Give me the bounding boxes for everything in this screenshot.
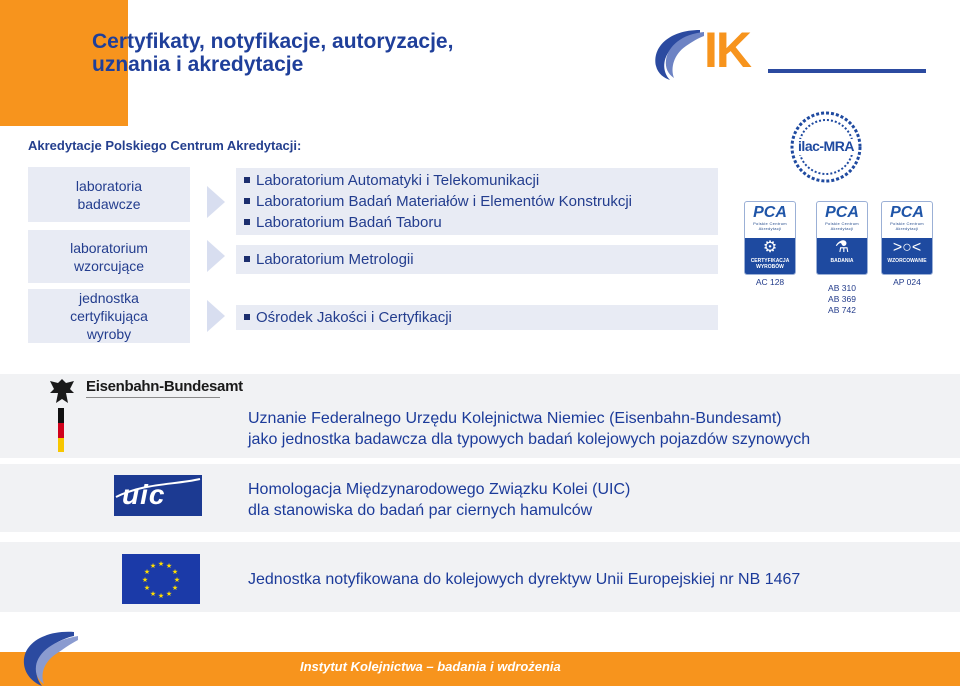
lab-name: Ośrodek Jakości i Certyfikacji bbox=[256, 309, 452, 326]
eu-stars-icon bbox=[122, 554, 200, 604]
uic-logo bbox=[114, 475, 202, 516]
eba-logo-text: Eisenbahn-Bundesamt bbox=[86, 378, 243, 395]
test-code: AB 310 bbox=[828, 283, 856, 293]
arrow-right-icon bbox=[207, 240, 225, 272]
svg-text:★: ★ bbox=[143, 584, 151, 592]
bullet-icon bbox=[244, 256, 250, 262]
category-label: wzorcujące bbox=[73, 257, 145, 274]
lab-name: Laboratorium Automatyki i Telekomunikacji bbox=[256, 172, 540, 189]
category-calibration-lab bbox=[28, 230, 190, 283]
svg-text:★: ★ bbox=[149, 562, 157, 570]
list-item bbox=[244, 212, 718, 233]
category-label: laboratoria bbox=[75, 177, 143, 194]
pca-small-text: Akredytacji bbox=[830, 226, 854, 231]
pca-certification-badge bbox=[744, 201, 796, 275]
uic-logo-text: uic bbox=[122, 479, 166, 510]
list-item bbox=[244, 191, 718, 212]
pca-caption: CERTYFIKACJA bbox=[750, 258, 790, 264]
lab-name: Laboratorium Badań Taboru bbox=[256, 214, 442, 231]
pca-small-text: Polskie Centrum bbox=[753, 221, 787, 226]
lab-name: Laboratorium Metrologii bbox=[256, 251, 414, 268]
list-item bbox=[244, 307, 718, 328]
eba-line-2: jako jednostka badawcza dla typowych badań kolejowych pojazdów szynowych bbox=[248, 431, 811, 448]
pca-calibration-badge bbox=[881, 201, 933, 275]
calib-code: AP 024 bbox=[893, 277, 921, 287]
ik-swoosh-icon bbox=[14, 624, 94, 686]
category-testing-labs bbox=[28, 167, 190, 222]
bullet-icon bbox=[244, 198, 250, 204]
svg-text:★: ★ bbox=[157, 560, 165, 568]
accreditation-heading: Akredytacje Polskiego Centrum Akredytacji: bbox=[28, 138, 302, 153]
eagle-icon bbox=[48, 377, 76, 407]
arrow-right-icon bbox=[207, 300, 225, 332]
eu-flag bbox=[122, 554, 200, 604]
title-line-1: Certyfikaty, notyfikacje, autoryzacje, bbox=[92, 30, 454, 53]
category-label: laboratorium bbox=[70, 239, 148, 256]
gears-icon: ⚙ bbox=[762, 239, 778, 256]
pca-small-text: Polskie Centrum bbox=[825, 221, 859, 226]
pca-logo: PCA bbox=[890, 204, 924, 221]
cert-code: AC 128 bbox=[755, 277, 785, 287]
list-item bbox=[244, 249, 718, 270]
lab-name: Laboratorium Badań Materiałów i Elementów Konstrukcji bbox=[256, 193, 633, 210]
footer-swoosh-logo bbox=[14, 624, 94, 686]
category-label: badawcze bbox=[77, 195, 141, 212]
footer-text: Instytut Kolejnictwa – badania i wdrożenia bbox=[300, 659, 561, 674]
pca-caption: WYROBÓW bbox=[756, 264, 784, 270]
pca-caption: WZORCOWANIE bbox=[887, 258, 927, 264]
pca-caption: BADANIA bbox=[830, 258, 854, 264]
eba-text bbox=[248, 408, 810, 450]
pca-small-text: Polskie Centrum bbox=[890, 221, 924, 226]
pca-logo: PCA bbox=[825, 204, 859, 221]
svg-text:★: ★ bbox=[165, 562, 173, 570]
ik-logo-text: IK bbox=[704, 22, 750, 78]
category-product-certification bbox=[28, 289, 190, 343]
bullet-icon bbox=[244, 314, 250, 320]
svg-text:★: ★ bbox=[149, 590, 157, 598]
eu-text: Jednostka notyfikowana do kolejowych dyrektyw Unii Europejskiej nr NB 1467 bbox=[248, 571, 801, 588]
uic-line-2: dla stanowiska do badań par ciernych hamulców bbox=[248, 502, 593, 519]
footer-bar bbox=[0, 652, 960, 686]
bullet-icon bbox=[244, 177, 250, 183]
svg-text:★: ★ bbox=[171, 568, 179, 576]
svg-text:★: ★ bbox=[157, 592, 165, 600]
eba-logo-rule bbox=[86, 397, 220, 398]
ik-logo bbox=[648, 22, 928, 82]
test-code: AB 742 bbox=[828, 305, 856, 315]
ilac-mra-badge bbox=[786, 109, 866, 185]
list-item bbox=[244, 170, 718, 191]
svg-text:★: ★ bbox=[143, 568, 151, 576]
german-flag-stripe bbox=[58, 408, 64, 452]
category-label: wyroby bbox=[86, 326, 132, 342]
eba-line-1: Uznanie Federalnego Urzędu Kolejnictwa Niemiec (Eisenbahn-Bundesamt) bbox=[248, 410, 782, 427]
certification-body-item bbox=[236, 305, 718, 330]
pca-small-text: Akredytacji bbox=[895, 226, 919, 231]
pca-logo: PCA bbox=[753, 204, 787, 221]
ik-swoosh-icon bbox=[648, 22, 928, 82]
test-codes bbox=[812, 283, 872, 316]
page-title bbox=[92, 30, 532, 76]
bullet-icon bbox=[244, 219, 250, 225]
uic-swoosh-icon bbox=[114, 475, 202, 516]
title-line-2: uznania i akredytacje bbox=[92, 53, 304, 76]
svg-text:★: ★ bbox=[141, 576, 149, 584]
category-label: jednostka bbox=[79, 290, 139, 306]
calibration-icon: >○< bbox=[892, 239, 922, 256]
svg-text:★: ★ bbox=[171, 584, 179, 592]
test-code: AB 369 bbox=[828, 294, 856, 304]
calibration-lab-item bbox=[236, 245, 718, 274]
uic-line-1: Homologacja Międzynarodowego Związku Kolei (UIC) bbox=[248, 481, 631, 498]
pca-testing-badge bbox=[816, 201, 868, 275]
testing-labs-list bbox=[236, 168, 718, 235]
flask-icon: ⚗ bbox=[834, 239, 850, 256]
ilac-mra-text: ilac-MRA bbox=[798, 138, 854, 154]
arrow-right-icon bbox=[207, 186, 225, 218]
category-label: certyfikująca bbox=[70, 308, 148, 324]
svg-text:★: ★ bbox=[165, 590, 173, 598]
uic-text bbox=[248, 479, 630, 521]
svg-text:★: ★ bbox=[173, 576, 181, 584]
pca-small-text: Akredytacji bbox=[758, 226, 782, 231]
